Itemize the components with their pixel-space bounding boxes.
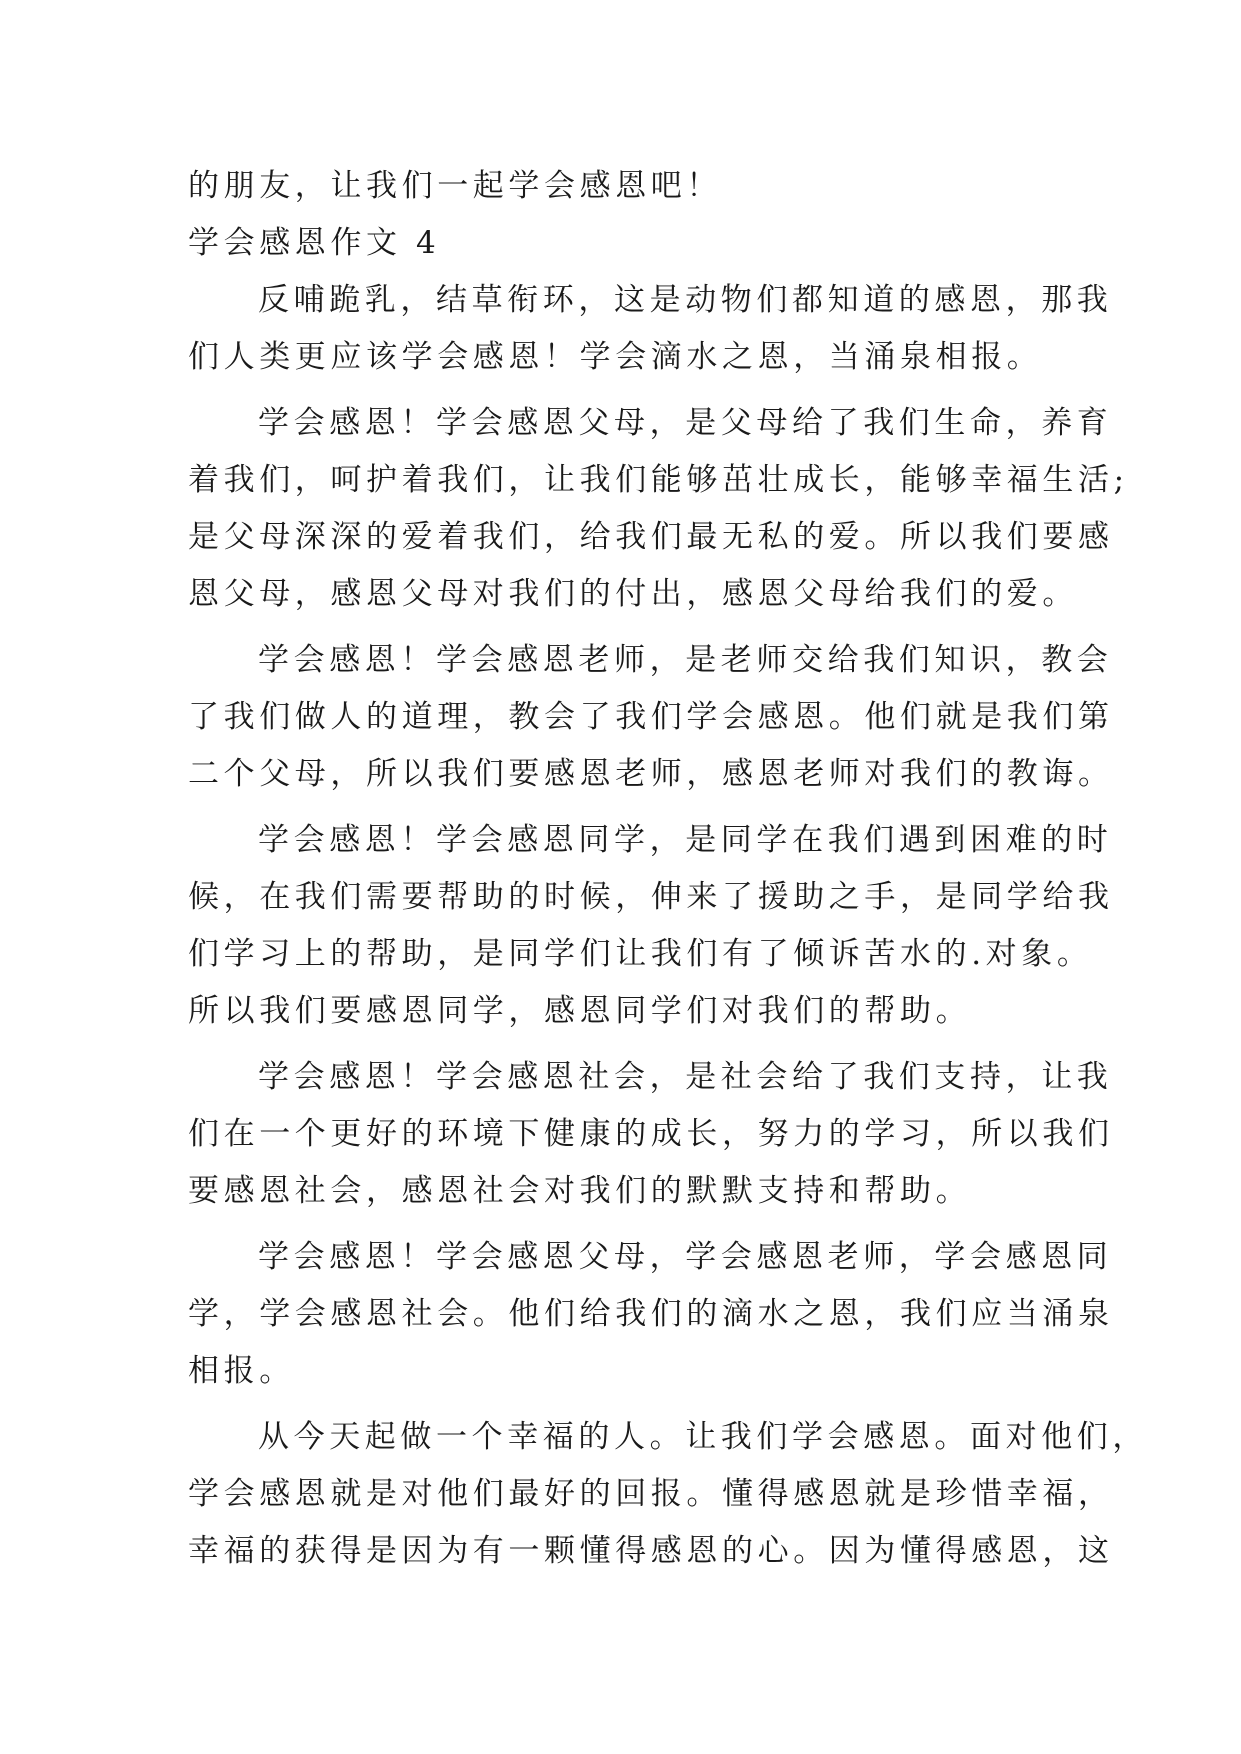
paragraph-line: 幸福的获得是因为有一颗懂得感恩的心。因为懂得感恩，这 [188, 1533, 1114, 1569]
paragraph-first-line: 学会感恩！学会感恩老师，是老师交给我们知识，教会 [258, 642, 1113, 678]
paragraph-line: 学，学会感恩社会。他们给我们的滴水之恩，我们应当涌泉 [188, 1296, 1114, 1332]
paragraph-line: 学会感恩就是对他们最好的回报。懂得感恩就是珍惜幸福， [188, 1476, 1114, 1512]
paragraph-first-line: 学会感恩！学会感恩父母，学会感恩老师，学会感恩同 [258, 1239, 1113, 1275]
paragraph-first-line: 学会感恩！学会感恩父母，是父母给了我们生命，养育 [258, 405, 1113, 441]
paragraph-line: 恩父母，感恩父母对我们的付出，感恩父母给我们的爱。 [188, 576, 1078, 612]
paragraph-line: 候，在我们需要帮助的时候，伸来了援助之手，是同学给我 [188, 879, 1114, 915]
paragraph-line: 们人类更应该学会感恩！学会滴水之恩，当涌泉相报。 [188, 339, 1043, 375]
paragraph-line: 是父母深深的爱着我们，给我们最无私的爱。所以我们要感 [188, 519, 1114, 555]
paragraph-line: 们学习上的帮助，是同学们让我们有了倾诉苦水的.对象。 [188, 936, 1093, 972]
essay-body [188, 158, 1148, 1580]
paragraph-line: 着我们，呵护着我们，让我们能够茁壮成长，能够幸福生活; [188, 462, 1129, 498]
paragraph-first-line: 反哺跪乳，结草衔环，这是动物们都知道的感恩，那我 [258, 282, 1113, 318]
paragraph-first-line: 学会感恩！学会感恩同学，是同学在我们遇到困难的时 [258, 822, 1113, 858]
essay-heading: 学会感恩作文 4 [188, 225, 441, 261]
paragraph-line: 二个父母，所以我们要感恩老师，感恩老师对我们的教诲。 [188, 756, 1114, 792]
paragraph-first-line: 学会感恩！学会感恩社会，是社会给了我们支持，让我 [258, 1059, 1113, 1095]
paragraph-line: 要感恩社会，感恩社会对我们的默默支持和帮助。 [188, 1173, 972, 1209]
paragraph-first-line: 从今天起做一个幸福的人。让我们学会感恩。面对他们， [258, 1419, 1148, 1455]
paragraph-line: 的朋友，让我们一起学会感恩吧！ [188, 168, 722, 204]
paragraph-line: 们在一个更好的环境下健康的成长，努力的学习，所以我们 [188, 1116, 1114, 1152]
paragraph-line: 了我们做人的道理，教会了我们学会感恩。他们就是我们第 [188, 699, 1114, 735]
paragraph-line: 所以我们要感恩同学，感恩同学们对我们的帮助。 [188, 993, 972, 1029]
paragraph-line: 相报。 [188, 1353, 295, 1389]
